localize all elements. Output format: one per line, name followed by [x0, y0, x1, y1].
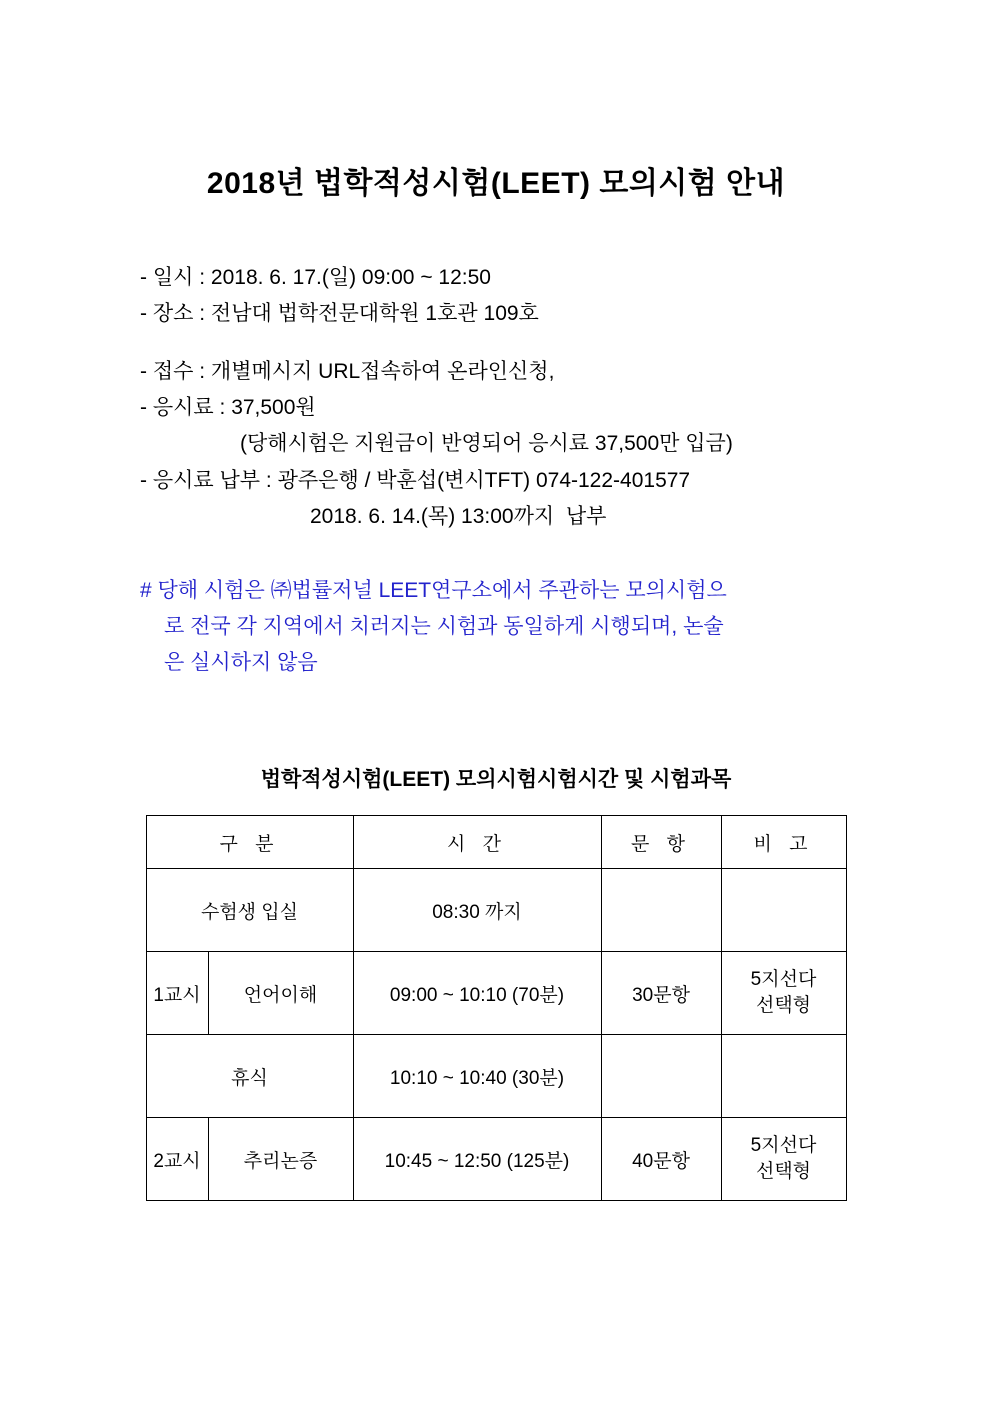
info-line-place: - 장소 : 전남대 법학전문대학원 1호관 109호 [140, 302, 539, 326]
table-row [146, 1035, 846, 1118]
schedule-table [146, 815, 847, 1201]
table-header-time: 시 간 [353, 816, 601, 869]
row-label-break: 휴식 [146, 1035, 353, 1118]
row-subject-1: 언어이해 [208, 952, 353, 1035]
table-caption: 법학적성시험(LEET) 모의시험시험시간 및 시험과목 [260, 768, 732, 792]
row-time-1: 09:00 ~ 10:10 (70분) [353, 952, 601, 1035]
table-header-division: 구 분 [146, 816, 353, 869]
row-label-entry: 수험생 입실 [146, 869, 353, 952]
row-questions-1: 30문항 [601, 952, 721, 1035]
info-line-payment: - 응시료 납부 : 광주은행 / 박훈섭(변시TFT) 074-122-401577 [140, 468, 691, 492]
table-header-remark: 비 고 [721, 816, 846, 869]
row-time-entry: 08:30 까지 [353, 869, 601, 952]
row-remark-1 [721, 952, 846, 1035]
row-remark-break [721, 1035, 846, 1118]
row-questions-entry [601, 869, 721, 952]
row-time-2: 10:45 ~ 12:50 (125분) [353, 1118, 601, 1201]
page-title: 2018년 법학적성시험(LEET) 모의시험 안내 [206, 167, 786, 200]
table-header-questions: 문 항 [601, 816, 721, 869]
table-header-row [146, 816, 846, 869]
row-remark-2-line2: 선택형 [755, 1161, 812, 1183]
info-line-deadline: 2018. 6. 14.(목) 13:00까지 납부 [310, 504, 607, 528]
table-row [146, 869, 846, 952]
info-block [0, 202, 992, 535]
note-block [0, 535, 992, 681]
info-line-registration: - 접수 : 개별메시지 URL접속하여 온라인신청, [140, 360, 555, 384]
row-subject-2: 추리논증 [208, 1118, 353, 1201]
row-remark-1-line2: 선택형 [755, 995, 812, 1017]
info-spacer [140, 332, 992, 354]
info-line-date: - 일시 : 2018. 6. 17.(일) 09:00 ~ 12:50 [140, 266, 491, 289]
row-remark-2-line1: 5지선다 [750, 1134, 817, 1156]
table-row [146, 1118, 846, 1201]
note-line-2: 로 전국 각 지역에서 치러지는 시험과 동일하게 시행되며, 논술 [164, 614, 724, 638]
note-line-1: # 당해 시험은 ㈜법률저널 LEET연구소에서 주관하는 모의시험으 [140, 578, 727, 602]
row-period-1: 1교시 [146, 952, 208, 1035]
row-period-2: 2교시 [146, 1118, 208, 1201]
row-remark-entry [721, 869, 846, 952]
row-remark-2 [721, 1118, 846, 1201]
row-questions-break [601, 1035, 721, 1118]
note-line-3: 은 실시하지 않음 [164, 650, 318, 674]
row-time-break: 10:10 ~ 10:40 (30분) [353, 1035, 601, 1118]
table-row [146, 952, 846, 1035]
info-line-fee-note: (당해시험은 지원금이 반영되어 응시료 37,500만 입금) [240, 432, 733, 456]
info-line-fee: - 응시료 : 37,500원 [140, 396, 316, 420]
row-remark-1-line1: 5지선다 [750, 968, 817, 990]
row-questions-2: 40문항 [601, 1118, 721, 1201]
